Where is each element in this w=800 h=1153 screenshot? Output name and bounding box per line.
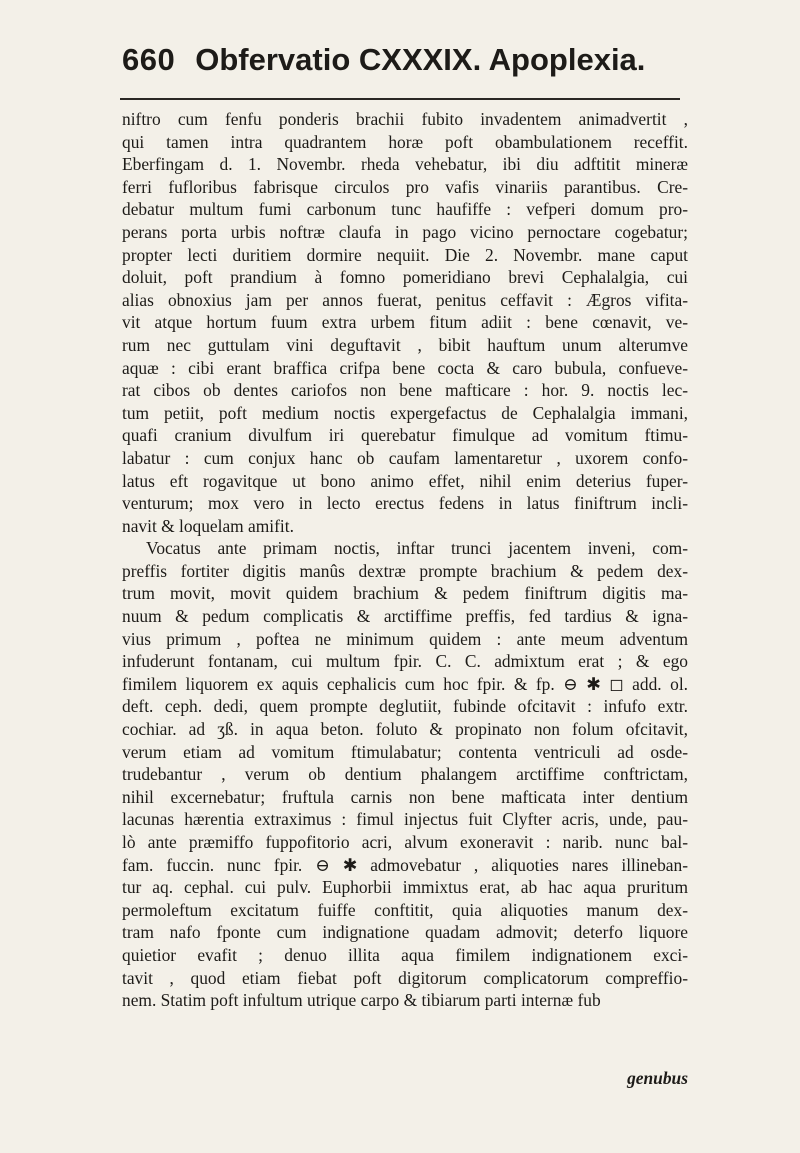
text-line: vius primum , poftea ne minimum quidem : ante meum adventum	[122, 628, 688, 649]
text-line: doluit, poft prandium à fomno pomeridiano brevi Cephalalgia, cui	[122, 267, 688, 288]
text-line: tram nafo fponte cum indignatione quadam admovit; deterfo liquore	[122, 922, 688, 943]
text-line: verum etiam ad vomitum ftimulabatur; contenta ventriculi ad osde-	[122, 741, 688, 762]
text-line: tum petiit, poft medium noctis expergefactus de Cephalalgia immani,	[122, 402, 688, 423]
text-line: fimilem liquorem ex aquis cephalicis cum hoc fpir. & fp. ⊖ ✱ ◻ add. ol.	[122, 673, 688, 694]
text-line: debatur multum fumi carbonum tunc haufiffe : vefperi domum pro-	[122, 199, 688, 220]
text-line: lò ante præmiffo fuppofitorio acri, alvum exoneravit : narib. nunc bal-	[122, 832, 688, 852]
text-line: cochiar. ad ʒß. in aqua beton. foluto & propinato non folum ofcitavit,	[122, 719, 688, 740]
catchword: genubus	[627, 1068, 688, 1088]
text-line: niftro cum fenfu ponderis brachii fubito invadentem animadvertit ,	[122, 109, 688, 129]
text-line: Vocatus ante primam noctis, inftar trunci jacentem inveni, com-	[146, 538, 688, 559]
text-line: rum nec guttulam vini deguftavit , bibit hauftum unum alterumve	[122, 334, 688, 355]
text-line: rat cibos ob dentes cariofos non bene mafticare : hor. 9. noctis lec-	[122, 380, 688, 401]
text-line: Eberfingam d. 1. Novembr. rheda vehebatur, ibi diu adftitit mineræ	[122, 154, 688, 175]
text-line: nem. Statim poft infultum utrique carpo & tibiarum parti internæ fub	[122, 990, 601, 1011]
text-line: lacunas hærentia extraximus : fimul injectus fuit Clyfter acris, unde, pau-	[122, 809, 688, 830]
header-rule	[120, 98, 680, 100]
text-line: trudebantur , verum ob dentium phalangem arctiffime conftrictam,	[122, 764, 688, 785]
text-line: perans porta urbis noftræ claufa in pago vicino pernoctare cogebatur;	[122, 221, 688, 242]
text-line: qui tamen intra quadrantem horæ poft obambulationem receffit.	[122, 131, 688, 152]
paragraph-1	[122, 108, 688, 537]
text-line: quietior evafit ; denuo illita aqua fimilem indignationem exci-	[122, 944, 688, 965]
text-line: aquæ : cibi erant braffica crifpa bene cocta & caro bubula, confueve-	[122, 357, 688, 378]
text-line: ferri fufloribus fabrisque circulos pro vafis vinariis parantibus. Cre-	[122, 176, 688, 197]
body-text	[122, 108, 688, 1012]
text-line: quafi cranium divulfum iri querebatur fimulque ad vomitum ftimu-	[122, 425, 688, 446]
text-line: permoleftum excitatum fuiffe conftitit, quia aliquoties manum dex-	[122, 899, 688, 920]
text-line: tur aq. cephal. cui pulv. Euphorbii immixtus erat, ab hac aqua pruritum	[122, 877, 688, 898]
text-line: venturum; mox vero in lecto erectus fedens in latus finiftrum incli-	[122, 493, 688, 514]
text-line: labatur : cum conjux hanc ob caufam lamentaretur , uxorem confo-	[122, 447, 688, 468]
text-line: propter lecti duritiem dormire nequiit. Die 2. Novembr. mane caput	[122, 244, 688, 265]
page-number: 660	[122, 42, 176, 77]
text-line: infuderunt fontanam, cui multum fpir. C. C. admixtum erat ; & ego	[122, 651, 688, 672]
running-title: Obfervatio CXXXIX. Apoplexia.	[195, 42, 646, 77]
text-line: vit atque hortum fuum extra urbem fitum adiit : bene cœnavit, ve-	[122, 312, 688, 333]
text-line: tavit , quod etiam fiebat poft digitorum complicatorum compreffio-	[122, 967, 688, 988]
text-line: nuum & pedum complicatis & arctiffime preffis, fed tardius & igna-	[122, 606, 688, 627]
text-line: latus eft rogavitque ut bono animo effet, nihil enim deterius fuper-	[122, 470, 688, 491]
text-line: fam. fuccin. nunc fpir. ⊖ ✱ admovebatur , aliquoties nares illineban-	[122, 854, 688, 875]
text-line: navit & loquelam amifit.	[122, 515, 294, 536]
text-line: nihil excernebatur; fruftula carnis non bene mafticata inter dentium	[122, 786, 688, 807]
text-line: alias obnoxius jam per annos fuerat, penitus ceffavit : Ægros vifita-	[122, 289, 688, 310]
text-line: deft. ceph. dedi, quem prompte deglutiit, fubinde ofcitavit : infufo extr.	[122, 696, 688, 717]
text-line: preffis fortiter digitis manûs dextræ prompte brachium & pedem dex-	[122, 560, 688, 581]
text-line: trum movit, movit quidem brachium & pedem finiftrum digitis ma-	[122, 583, 688, 604]
page-header	[122, 42, 682, 78]
paragraph-2	[122, 537, 688, 1011]
